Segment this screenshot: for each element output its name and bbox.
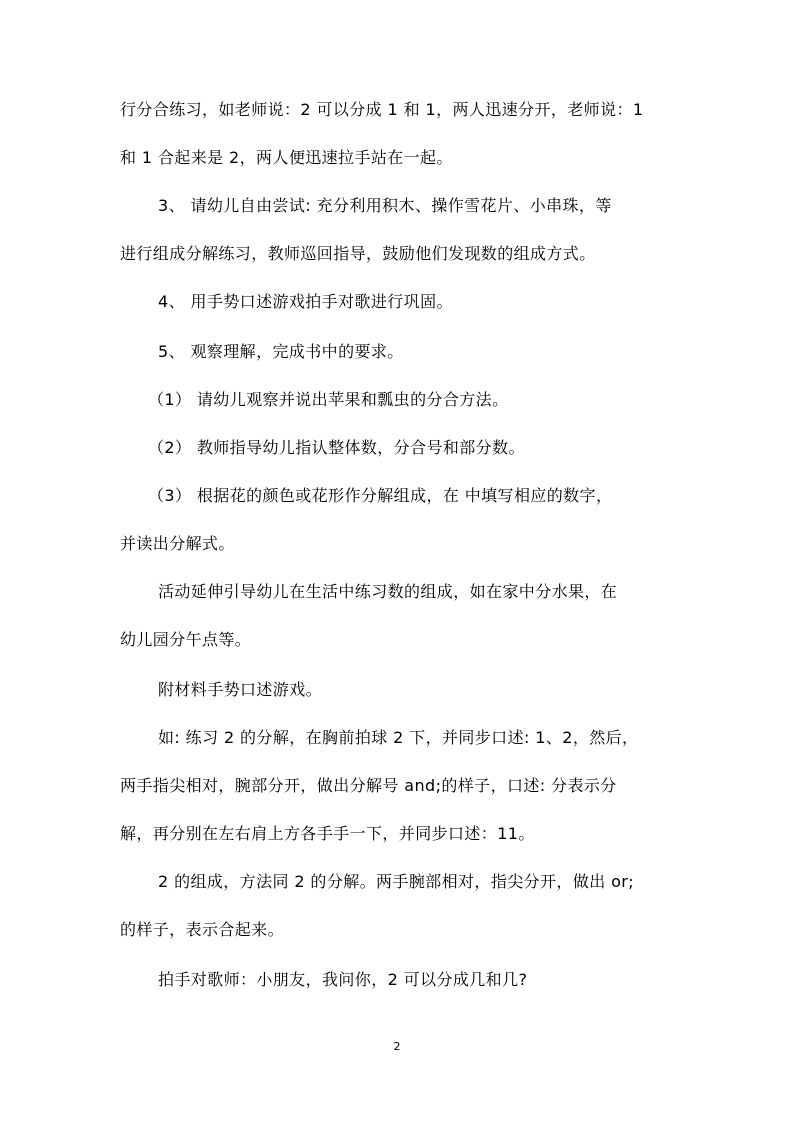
paragraph-line: 解，再分别在左右肩上方各手手一下，并同步口述：11。: [120, 824, 535, 843]
sub-item-2: （2） 教师指导幼儿指认整体数，分合号和部分数。: [148, 438, 525, 457]
paragraph-example: 如: 练习 2 的分解，在胸前拍球 2 下，并同步口述: 1、2，然后，: [158, 728, 639, 747]
list-item-3: 3、 请幼儿自由尝试: 充分利用积木、操作雪花片、小串珠，等: [158, 196, 612, 215]
paragraph-line: 和 1 合起来是 2，两人便迅速拉手站在一起。: [120, 148, 453, 167]
paragraph-line: 幼儿园分午点等。: [120, 630, 252, 649]
paragraph-clapping-song: 拍手对歌师：小朋友，我问你，2 可以分成几和几?: [158, 970, 528, 989]
paragraph-activity-extension: 活动延伸引导幼儿在生活中练习数的组成，如在家中分水果，在: [158, 582, 618, 601]
list-item-5: 5、 观察理解，完成书中的要求。: [158, 342, 404, 361]
paragraph-line: 并读出分解式。: [120, 534, 235, 553]
list-item-4: 4、 用手势口述游戏拍手对歌进行巩固。: [158, 292, 453, 311]
sub-item-3: （3） 根据花的颜色或花形作分解组成，在 中填写相应的数字，: [148, 486, 613, 505]
paragraph-line: 两手指尖相对，腕部分开，做出分解号 and;的样子，口述: 分表示分: [120, 776, 617, 795]
paragraph-appendix: 附材料手势口述游戏。: [158, 680, 323, 699]
paragraph-line: 的样子，表示合起来。: [120, 920, 285, 939]
page-number: 2: [393, 1040, 401, 1053]
sub-item-1: （1） 请幼儿观察并说出苹果和瓢虫的分合方法。: [148, 390, 509, 409]
paragraph-line: 进行组成分解练习，教师巡回指导，鼓励他们发现数的组成方式。: [120, 244, 596, 263]
paragraph-composition: 2 的组成，方法同 2 的分解。两手腕部相对，指尖分开，做出 or;: [158, 872, 635, 891]
paragraph-line: 行分合练习，如老师说：2 可以分成 1 和 1，两人迅速分开，老师说：1: [120, 100, 644, 119]
